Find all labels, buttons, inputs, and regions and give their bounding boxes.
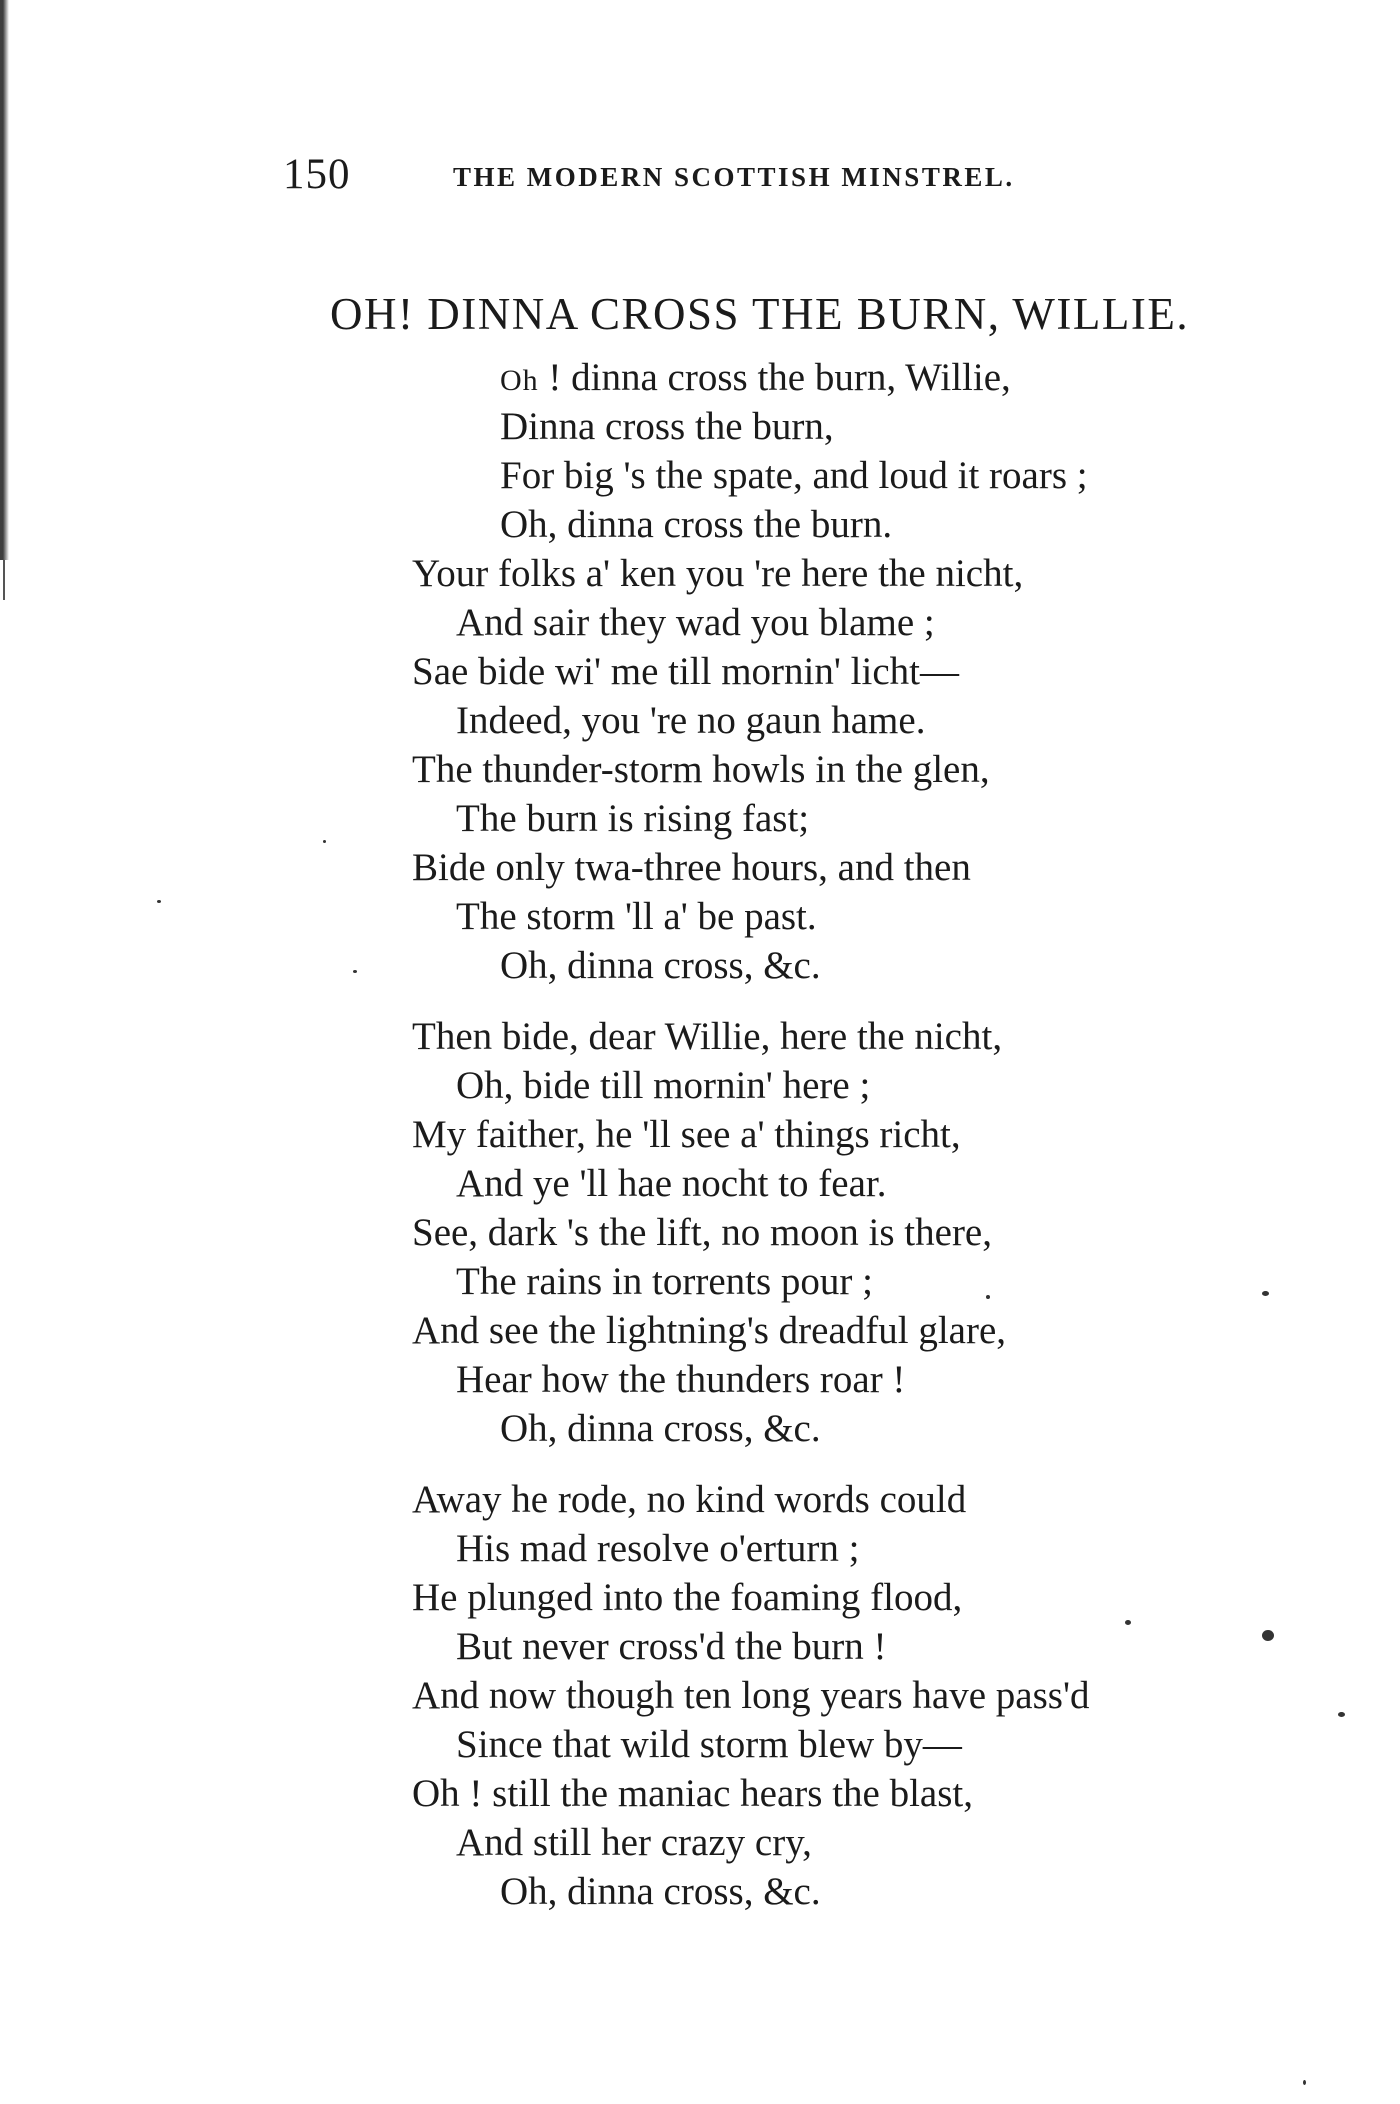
- poem-first-line: [412, 353, 1312, 402]
- poem-line: Oh, dinna cross, &c.: [500, 944, 821, 987]
- poem-first-line-rest: ! dinna cross the burn, Willie,: [538, 356, 1011, 399]
- poem-line: And now though ten long years have pass'd: [412, 1674, 1090, 1717]
- poem-line: The burn is rising fast;: [456, 797, 810, 840]
- poem-line: Oh ! still the maniac hears the blast,: [412, 1772, 974, 1815]
- poem-line: Oh, dinna cross, &c.: [500, 1407, 821, 1450]
- stanza-2: [412, 1012, 1312, 1453]
- poem-line: Oh, dinna cross the burn.: [500, 503, 893, 546]
- poem-line: The thunder-storm howls in the glen,: [412, 748, 990, 791]
- page-header: [283, 150, 1070, 200]
- scan-speck: [1262, 1291, 1269, 1296]
- running-head: THE MODERN SCOTTISH MINSTREL.: [453, 162, 1015, 192]
- stanza-3: [412, 1475, 1312, 1916]
- poem-line: Oh, dinna cross, &c.: [500, 1870, 821, 1913]
- poem-line: Since that wild storm blew by—: [456, 1723, 962, 1766]
- poem-line: Your folks a' ken you 're here the nicht,: [412, 552, 1024, 595]
- scan-speck: [1125, 1620, 1131, 1625]
- poem-line: The storm 'll a' be past.: [456, 895, 817, 938]
- scan-speck: [986, 1295, 990, 1299]
- poem-first-word: Oh: [500, 364, 539, 397]
- poem-line: He plunged into the foaming flood,: [412, 1576, 963, 1619]
- poem-title: OH! DINNA CROSS THE BURN, WILLIE.: [330, 289, 1190, 339]
- scan-speck: [1262, 1630, 1274, 1641]
- binding-shadow-lower: [3, 560, 5, 600]
- poem-line: Hear how the thunders roar !: [456, 1358, 906, 1401]
- stanza-gap: [412, 990, 1312, 1012]
- scan-speck: [157, 900, 161, 903]
- stanza-gap: [412, 1453, 1312, 1475]
- page-number: 150: [283, 151, 351, 198]
- stanza-1: [412, 402, 1312, 990]
- scan-speck: [323, 840, 326, 843]
- scan-speck: [1303, 2080, 1306, 2085]
- poem-line: And see the lightning's dreadful glare,: [412, 1309, 1007, 1352]
- poem-line: Indeed, you 're no gaun hame.: [456, 699, 926, 742]
- poem-line: Oh, bide till mornin' here ;: [456, 1064, 871, 1107]
- poem-body: [412, 353, 1312, 1916]
- scan-speck: [1338, 1712, 1345, 1717]
- scan-speck: [353, 970, 357, 973]
- poem-line: Sae bide wi' me till mornin' licht—: [412, 650, 959, 693]
- poem-line: My faither, he 'll see a' things richt,: [412, 1113, 961, 1156]
- poem-line: For big 's the spate, and loud it roars ;: [500, 454, 1088, 497]
- poem-line: And ye 'll hae nocht to fear.: [456, 1162, 887, 1205]
- poem-line: And still her crazy cry,: [456, 1821, 812, 1864]
- poem-line: Bide only twa-three hours, and then: [412, 846, 971, 889]
- poem-line: His mad resolve o'erturn ;: [456, 1527, 860, 1570]
- poem-line: Then bide, dear Willie, here the nicht,: [412, 1015, 1003, 1058]
- poem-line: Dinna cross the burn,: [500, 405, 834, 448]
- poem-line: And sair they wad you blame ;: [456, 601, 935, 644]
- poem-line: But never cross'd the burn !: [456, 1625, 887, 1668]
- poem-line: Away he rode, no kind words could: [412, 1478, 967, 1521]
- poem-line: See, dark 's the lift, no moon is there,: [412, 1211, 992, 1254]
- binding-shadow: [0, 0, 9, 560]
- poem-line: The rains in torrents pour ;: [456, 1260, 873, 1303]
